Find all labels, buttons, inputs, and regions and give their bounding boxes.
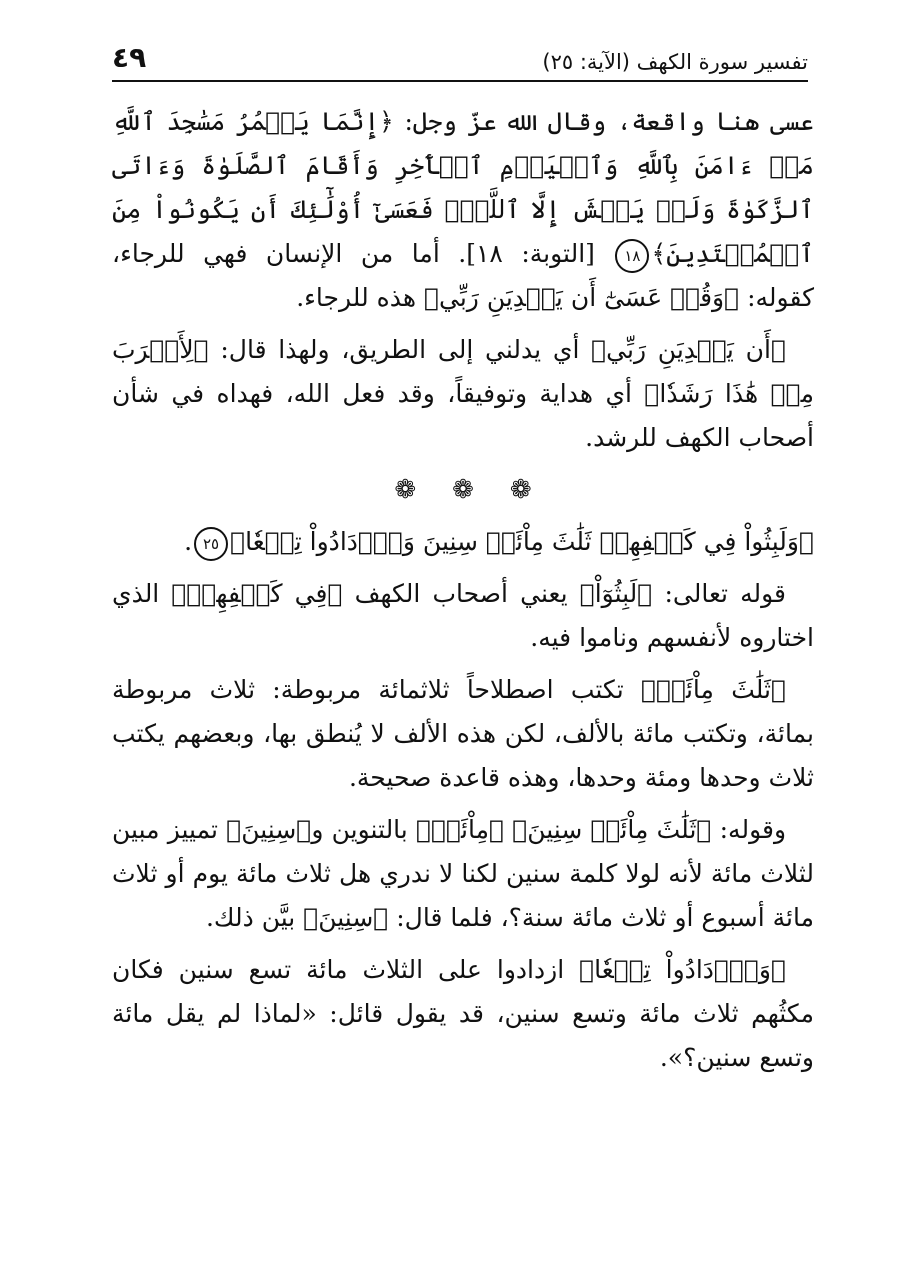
quran-quote: ﴿ ثَلَٰثَ مِاْئَةٖ ﴾	[641, 675, 786, 704]
text-run: أي هداية وتوفيقاً، وقد فعل الله، فهداه في شأن أصحاب الكهف للرشد.	[112, 379, 814, 452]
separator-ornament: ❁	[509, 475, 532, 505]
page-number: ٤٩	[112, 41, 147, 74]
text-run: [التوبة: ١٨]. أما من الإنسان فهي للرجاء، كقوله:	[112, 239, 814, 312]
text-run: ازدادوا على الثلاث مائة تسع سنين فكان مكثُهم ثلاث مائة وتسع سنين، قد يقول قائل: «لماذا لم يقل مائة وتسع سنين؟».	[112, 955, 814, 1072]
separator-ornament: ❁	[394, 475, 417, 505]
paragraph-4	[112, 668, 814, 800]
paragraph-5	[112, 808, 814, 940]
text-run: هذه للرجاء.	[296, 283, 424, 312]
quran-quote: ﴿ وَٱزۡدَادُواْ تِسۡعٗا ﴾	[579, 955, 786, 984]
text-run: الذي اختاروه لأنفسهم وناموا فيه.	[112, 579, 814, 652]
quran-quote: ﴿ وَقُلۡ عَسَىٰٓ أَن يَهۡدِيَنِ رَبِّي ﴾	[424, 283, 739, 312]
quran-quote: ﴿ إِنَّمَا يَعۡمُرُ مَسَٰجِدَ ٱللَّهِ مَنۡ ءَامَنَ بِٱللَّهِ وَٱلۡيَوۡمِ ٱلۡأٓخِرِ وَأَقَامَ ٱلصَّلَوٰةَ وَءَاتَى ٱلزَّكَوٰةَ وَلَمۡ يَخۡشَ إِلَّا ٱللَّهَۖ فَعَسَىٰٓ أُوْلَٰٓئِكَ أَن يَكُونُواْ مِنَ ٱلۡمُهۡتَدِينَ ﴾	[112, 107, 814, 268]
text-run: يعني أصحاب الكهف	[342, 579, 580, 608]
quran-quote: ﴿ لِأَقۡرَبَ مِنۡ هَٰذَا رَشَدٗا ﴾	[112, 335, 814, 408]
running-title: تفسير سورة الكهف (الآية: ٢٥)	[542, 50, 808, 74]
quran-quote: ﴿ سِنِينَ ﴾	[226, 815, 311, 844]
paragraph-1	[112, 100, 814, 320]
verse-end-punct: .	[184, 527, 193, 556]
paragraph-6	[112, 948, 814, 1080]
text-run: وقوله:	[711, 815, 787, 844]
page-body	[112, 100, 814, 1088]
verse-number-marker: ١٨	[615, 239, 649, 273]
verse-heading	[112, 520, 814, 564]
text-run: أي يدلني إلى الطريق، ولهذا قال:	[208, 335, 592, 364]
paragraph-3	[112, 572, 814, 660]
quran-quote: ﴿ لَبِثُوٓاْ ﴾	[580, 579, 653, 608]
paragraph-2	[112, 328, 814, 460]
page-header	[112, 30, 808, 82]
quran-quote: ﴿ أَن يَهۡدِيَنِ رَبِّي ﴾	[591, 335, 786, 364]
text-run: قوله تعالى:	[652, 579, 786, 608]
text-run: بيَّن ذلك.	[205, 903, 304, 932]
text-run: تمييز مبين لثلاث مائة لأنه لولا كلمة سنين لكنا لا ندري هل ثلاث مائة يوم أو ثلاث مائة أسبوع أو ثلاث مائة سنة؟، فلما قال:	[112, 815, 814, 932]
verse-number-marker: ٢٥	[194, 527, 228, 561]
quran-quote: ﴿ سِنِينَ ﴾	[303, 903, 388, 932]
section-separator	[112, 468, 814, 512]
quran-quote: ﴿ مِاْئَةٖ ﴾	[416, 815, 504, 844]
quran-quote: ﴿ ثَلَٰثَ مِاْئَةٖ سِنِينَ ﴾	[512, 815, 711, 844]
quran-quote: ﴿ فِي كَهۡفِهِمۡ ﴾	[171, 579, 342, 608]
separator-ornament: ❁	[452, 475, 474, 505]
text-run: عسى هنا واقعة، وقال الله عزّ وجل:	[393, 107, 814, 136]
text-run: تكتب اصطلاحاً ثلاثمائة مربوطة: ثلاث مربوطة بمائة، وتكتب مائة بالألف، لكن هذه الألف لا يُنطق بها، وبعضهم يكتب ثلاث وحدها ومئة وحدها، وهذه قاعدة صحيحة.	[112, 675, 814, 792]
text-run	[504, 815, 512, 844]
quran-verse-25: ﴿ وَلَبِثُواْ فِي كَهۡفِهِمۡ ثَلَٰثَ مِاْئَةٖ سِنِينَ وَٱزۡدَادُواْ تِسۡعٗا ﴾	[230, 527, 814, 556]
text-run: بالتنوين و	[311, 815, 416, 844]
